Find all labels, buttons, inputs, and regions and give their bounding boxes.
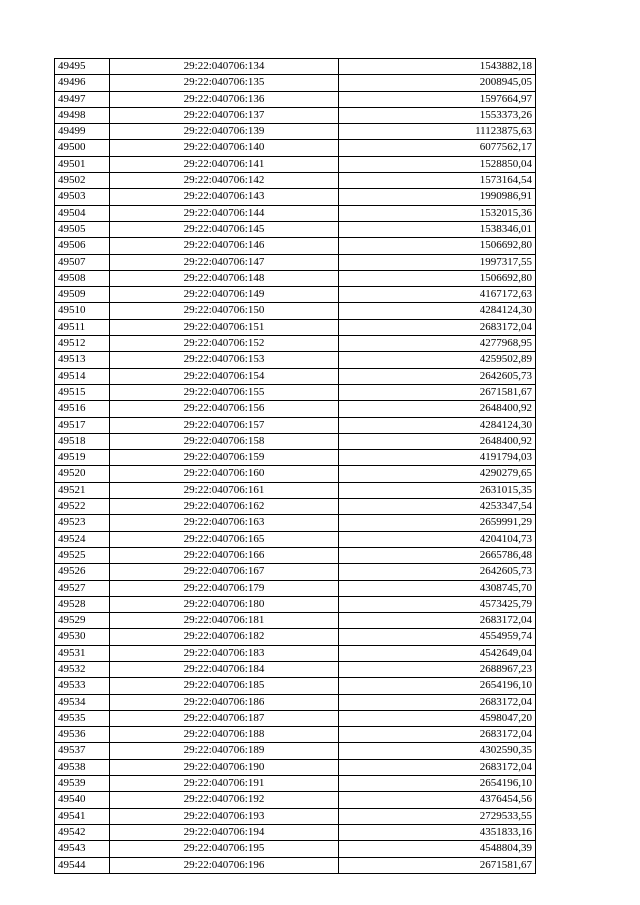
cadastral-number-cell: 29:22:040706:194 bbox=[110, 824, 339, 840]
row-number-cell: 49517 bbox=[55, 417, 110, 433]
table-row bbox=[55, 531, 536, 547]
cadastral-number-cell: 29:22:040706:156 bbox=[110, 401, 339, 417]
row-number-cell: 49495 bbox=[55, 59, 110, 75]
cadastral-number-cell: 29:22:040706:166 bbox=[110, 547, 339, 563]
table-row bbox=[55, 319, 536, 335]
cadastral-number-cell: 29:22:040706:159 bbox=[110, 450, 339, 466]
cadastral-number-cell: 29:22:040706:195 bbox=[110, 841, 339, 857]
cadastral-value-table bbox=[54, 58, 536, 874]
table-row bbox=[55, 336, 536, 352]
table-row bbox=[55, 596, 536, 612]
table-body bbox=[55, 59, 536, 874]
cadastral-value-cell: 2683172,04 bbox=[339, 759, 536, 775]
cadastral-number-cell: 29:22:040706:187 bbox=[110, 710, 339, 726]
cadastral-value-cell: 2654196,10 bbox=[339, 776, 536, 792]
row-number-cell: 49502 bbox=[55, 173, 110, 189]
table-row bbox=[55, 499, 536, 515]
table-row bbox=[55, 401, 536, 417]
row-number-cell: 49536 bbox=[55, 727, 110, 743]
cadastral-number-cell: 29:22:040706:147 bbox=[110, 254, 339, 270]
cadastral-number-cell: 29:22:040706:192 bbox=[110, 792, 339, 808]
cadastral-number-cell: 29:22:040706:161 bbox=[110, 482, 339, 498]
cadastral-value-cell: 2683172,04 bbox=[339, 319, 536, 335]
cadastral-value-cell: 2008945,05 bbox=[339, 75, 536, 91]
cadastral-value-cell: 11123875,63 bbox=[339, 124, 536, 140]
row-number-cell: 49537 bbox=[55, 743, 110, 759]
row-number-cell: 49512 bbox=[55, 336, 110, 352]
cadastral-value-cell: 4542649,04 bbox=[339, 645, 536, 661]
row-number-cell: 49508 bbox=[55, 270, 110, 286]
cadastral-number-cell: 29:22:040706:154 bbox=[110, 368, 339, 384]
cadastral-number-cell: 29:22:040706:153 bbox=[110, 352, 339, 368]
row-number-cell: 49513 bbox=[55, 352, 110, 368]
cadastral-number-cell: 29:22:040706:142 bbox=[110, 173, 339, 189]
row-number-cell: 49503 bbox=[55, 189, 110, 205]
cadastral-value-cell: 4253347,54 bbox=[339, 499, 536, 515]
row-number-cell: 49535 bbox=[55, 710, 110, 726]
cadastral-number-cell: 29:22:040706:193 bbox=[110, 808, 339, 824]
row-number-cell: 49518 bbox=[55, 433, 110, 449]
cadastral-number-cell: 29:22:040706:196 bbox=[110, 857, 339, 873]
row-number-cell: 49509 bbox=[55, 287, 110, 303]
row-number-cell: 49520 bbox=[55, 466, 110, 482]
cadastral-number-cell: 29:22:040706:182 bbox=[110, 629, 339, 645]
cadastral-value-cell: 4351833,16 bbox=[339, 824, 536, 840]
table-row bbox=[55, 189, 536, 205]
cadastral-value-cell: 2671581,67 bbox=[339, 857, 536, 873]
row-number-cell: 49505 bbox=[55, 221, 110, 237]
cadastral-number-cell: 29:22:040706:190 bbox=[110, 759, 339, 775]
cadastral-number-cell: 29:22:040706:135 bbox=[110, 75, 339, 91]
cadastral-value-cell: 4548804,39 bbox=[339, 841, 536, 857]
table-row bbox=[55, 580, 536, 596]
cadastral-number-cell: 29:22:040706:149 bbox=[110, 287, 339, 303]
cadastral-value-cell: 6077562,17 bbox=[339, 140, 536, 156]
table-row bbox=[55, 303, 536, 319]
cadastral-value-cell: 4376454,56 bbox=[339, 792, 536, 808]
table-row bbox=[55, 59, 536, 75]
cadastral-number-cell: 29:22:040706:157 bbox=[110, 417, 339, 433]
row-number-cell: 49528 bbox=[55, 596, 110, 612]
cadastral-number-cell: 29:22:040706:180 bbox=[110, 596, 339, 612]
row-number-cell: 49540 bbox=[55, 792, 110, 808]
row-number-cell: 49499 bbox=[55, 124, 110, 140]
cadastral-value-cell: 2654196,10 bbox=[339, 678, 536, 694]
table-row bbox=[55, 450, 536, 466]
cadastral-number-cell: 29:22:040706:151 bbox=[110, 319, 339, 335]
table-row bbox=[55, 759, 536, 775]
table-row bbox=[55, 156, 536, 172]
table-row bbox=[55, 482, 536, 498]
table-row bbox=[55, 140, 536, 156]
cadastral-value-cell: 2683172,04 bbox=[339, 694, 536, 710]
cadastral-value-cell: 2729533,55 bbox=[339, 808, 536, 824]
table-row bbox=[55, 287, 536, 303]
table-row bbox=[55, 433, 536, 449]
row-number-cell: 49525 bbox=[55, 547, 110, 563]
cadastral-value-cell: 1597664,97 bbox=[339, 91, 536, 107]
table-row bbox=[55, 808, 536, 824]
cadastral-number-cell: 29:22:040706:185 bbox=[110, 678, 339, 694]
table-row bbox=[55, 694, 536, 710]
row-number-cell: 49510 bbox=[55, 303, 110, 319]
cadastral-value-cell: 4290279,65 bbox=[339, 466, 536, 482]
cadastral-number-cell: 29:22:040706:136 bbox=[110, 91, 339, 107]
row-number-cell: 49527 bbox=[55, 580, 110, 596]
cadastral-number-cell: 29:22:040706:179 bbox=[110, 580, 339, 596]
table-row bbox=[55, 613, 536, 629]
table-row bbox=[55, 661, 536, 677]
cadastral-number-cell: 29:22:040706:162 bbox=[110, 499, 339, 515]
row-number-cell: 49533 bbox=[55, 678, 110, 694]
cadastral-value-cell: 4284124,30 bbox=[339, 417, 536, 433]
cadastral-value-cell: 2683172,04 bbox=[339, 613, 536, 629]
cadastral-value-cell: 4191794,03 bbox=[339, 450, 536, 466]
row-number-cell: 49521 bbox=[55, 482, 110, 498]
cadastral-value-cell: 2642605,73 bbox=[339, 564, 536, 580]
row-number-cell: 49501 bbox=[55, 156, 110, 172]
row-number-cell: 49544 bbox=[55, 857, 110, 873]
table-row bbox=[55, 75, 536, 91]
table-row bbox=[55, 107, 536, 123]
cadastral-value-cell: 4204104,73 bbox=[339, 531, 536, 547]
cadastral-number-cell: 29:22:040706:137 bbox=[110, 107, 339, 123]
cadastral-value-cell: 2671581,67 bbox=[339, 384, 536, 400]
cadastral-value-cell: 2688967,23 bbox=[339, 661, 536, 677]
cadastral-number-cell: 29:22:040706:184 bbox=[110, 661, 339, 677]
table-row bbox=[55, 727, 536, 743]
cadastral-value-cell: 4277968,95 bbox=[339, 336, 536, 352]
cadastral-number-cell: 29:22:040706:188 bbox=[110, 727, 339, 743]
cadastral-number-cell: 29:22:040706:139 bbox=[110, 124, 339, 140]
row-number-cell: 49529 bbox=[55, 613, 110, 629]
cadastral-value-cell: 1543882,18 bbox=[339, 59, 536, 75]
table-row bbox=[55, 857, 536, 873]
cadastral-number-cell: 29:22:040706:167 bbox=[110, 564, 339, 580]
cadastral-number-cell: 29:22:040706:148 bbox=[110, 270, 339, 286]
table-row bbox=[55, 254, 536, 270]
table-row bbox=[55, 743, 536, 759]
cadastral-value-cell: 2642605,73 bbox=[339, 368, 536, 384]
cadastral-value-cell: 1506692,80 bbox=[339, 238, 536, 254]
row-number-cell: 49498 bbox=[55, 107, 110, 123]
cadastral-number-cell: 29:22:040706:143 bbox=[110, 189, 339, 205]
row-number-cell: 49534 bbox=[55, 694, 110, 710]
row-number-cell: 49530 bbox=[55, 629, 110, 645]
table-row bbox=[55, 792, 536, 808]
row-number-cell: 49542 bbox=[55, 824, 110, 840]
table-row bbox=[55, 515, 536, 531]
cadastral-number-cell: 29:22:040706:141 bbox=[110, 156, 339, 172]
table-row bbox=[55, 841, 536, 857]
row-number-cell: 49507 bbox=[55, 254, 110, 270]
row-number-cell: 49532 bbox=[55, 661, 110, 677]
cadastral-number-cell: 29:22:040706:189 bbox=[110, 743, 339, 759]
table-row bbox=[55, 678, 536, 694]
table-row bbox=[55, 466, 536, 482]
cadastral-number-cell: 29:22:040706:165 bbox=[110, 531, 339, 547]
cadastral-number-cell: 29:22:040706:160 bbox=[110, 466, 339, 482]
table-row bbox=[55, 384, 536, 400]
table-row bbox=[55, 368, 536, 384]
cadastral-value-cell: 1532015,36 bbox=[339, 205, 536, 221]
table-row bbox=[55, 776, 536, 792]
row-number-cell: 49500 bbox=[55, 140, 110, 156]
cadastral-value-cell: 2665786,48 bbox=[339, 547, 536, 563]
table-row bbox=[55, 352, 536, 368]
cadastral-value-cell: 4259502,89 bbox=[339, 352, 536, 368]
row-number-cell: 49511 bbox=[55, 319, 110, 335]
cadastral-number-cell: 29:22:040706:186 bbox=[110, 694, 339, 710]
cadastral-number-cell: 29:22:040706:150 bbox=[110, 303, 339, 319]
cadastral-value-cell: 4167172,63 bbox=[339, 287, 536, 303]
cadastral-value-cell: 1538346,01 bbox=[339, 221, 536, 237]
row-number-cell: 49526 bbox=[55, 564, 110, 580]
table-row bbox=[55, 710, 536, 726]
row-number-cell: 49496 bbox=[55, 75, 110, 91]
cadastral-number-cell: 29:22:040706:163 bbox=[110, 515, 339, 531]
row-number-cell: 49504 bbox=[55, 205, 110, 221]
cadastral-number-cell: 29:22:040706:134 bbox=[110, 59, 339, 75]
cadastral-number-cell: 29:22:040706:158 bbox=[110, 433, 339, 449]
row-number-cell: 49515 bbox=[55, 384, 110, 400]
row-number-cell: 49538 bbox=[55, 759, 110, 775]
table-row bbox=[55, 238, 536, 254]
cadastral-number-cell: 29:22:040706:191 bbox=[110, 776, 339, 792]
table-row bbox=[55, 205, 536, 221]
cadastral-number-cell: 29:22:040706:181 bbox=[110, 613, 339, 629]
cadastral-number-cell: 29:22:040706:146 bbox=[110, 238, 339, 254]
row-number-cell: 49497 bbox=[55, 91, 110, 107]
row-number-cell: 49506 bbox=[55, 238, 110, 254]
row-number-cell: 49543 bbox=[55, 841, 110, 857]
table-row bbox=[55, 173, 536, 189]
row-number-cell: 49531 bbox=[55, 645, 110, 661]
table-row bbox=[55, 564, 536, 580]
table-row bbox=[55, 91, 536, 107]
cadastral-value-cell: 4302590,35 bbox=[339, 743, 536, 759]
cadastral-number-cell: 29:22:040706:140 bbox=[110, 140, 339, 156]
cadastral-value-cell: 2659991,29 bbox=[339, 515, 536, 531]
row-number-cell: 49523 bbox=[55, 515, 110, 531]
cadastral-value-cell: 2683172,04 bbox=[339, 727, 536, 743]
table-row bbox=[55, 270, 536, 286]
cadastral-value-cell: 1528850,04 bbox=[339, 156, 536, 172]
cadastral-number-cell: 29:22:040706:144 bbox=[110, 205, 339, 221]
cadastral-value-cell: 4598047,20 bbox=[339, 710, 536, 726]
document-page bbox=[54, 58, 536, 874]
cadastral-number-cell: 29:22:040706:183 bbox=[110, 645, 339, 661]
cadastral-number-cell: 29:22:040706:155 bbox=[110, 384, 339, 400]
cadastral-value-cell: 2648400,92 bbox=[339, 433, 536, 449]
cadastral-number-cell: 29:22:040706:145 bbox=[110, 221, 339, 237]
row-number-cell: 49524 bbox=[55, 531, 110, 547]
cadastral-value-cell: 1990986,91 bbox=[339, 189, 536, 205]
cadastral-value-cell: 1553373,26 bbox=[339, 107, 536, 123]
table-row bbox=[55, 629, 536, 645]
cadastral-value-cell: 1997317,55 bbox=[339, 254, 536, 270]
table-row bbox=[55, 417, 536, 433]
cadastral-value-cell: 4308745,70 bbox=[339, 580, 536, 596]
cadastral-value-cell: 4284124,30 bbox=[339, 303, 536, 319]
table-row bbox=[55, 824, 536, 840]
table-row bbox=[55, 221, 536, 237]
row-number-cell: 49514 bbox=[55, 368, 110, 384]
row-number-cell: 49519 bbox=[55, 450, 110, 466]
cadastral-value-cell: 4573425,79 bbox=[339, 596, 536, 612]
cadastral-value-cell: 2631015,35 bbox=[339, 482, 536, 498]
row-number-cell: 49516 bbox=[55, 401, 110, 417]
row-number-cell: 49522 bbox=[55, 499, 110, 515]
table-row bbox=[55, 547, 536, 563]
cadastral-value-cell: 1573164,54 bbox=[339, 173, 536, 189]
row-number-cell: 49539 bbox=[55, 776, 110, 792]
cadastral-number-cell: 29:22:040706:152 bbox=[110, 336, 339, 352]
cadastral-value-cell: 1506692,80 bbox=[339, 270, 536, 286]
cadastral-value-cell: 4554959,74 bbox=[339, 629, 536, 645]
cadastral-value-cell: 2648400,92 bbox=[339, 401, 536, 417]
table-row bbox=[55, 645, 536, 661]
table-row bbox=[55, 124, 536, 140]
row-number-cell: 49541 bbox=[55, 808, 110, 824]
